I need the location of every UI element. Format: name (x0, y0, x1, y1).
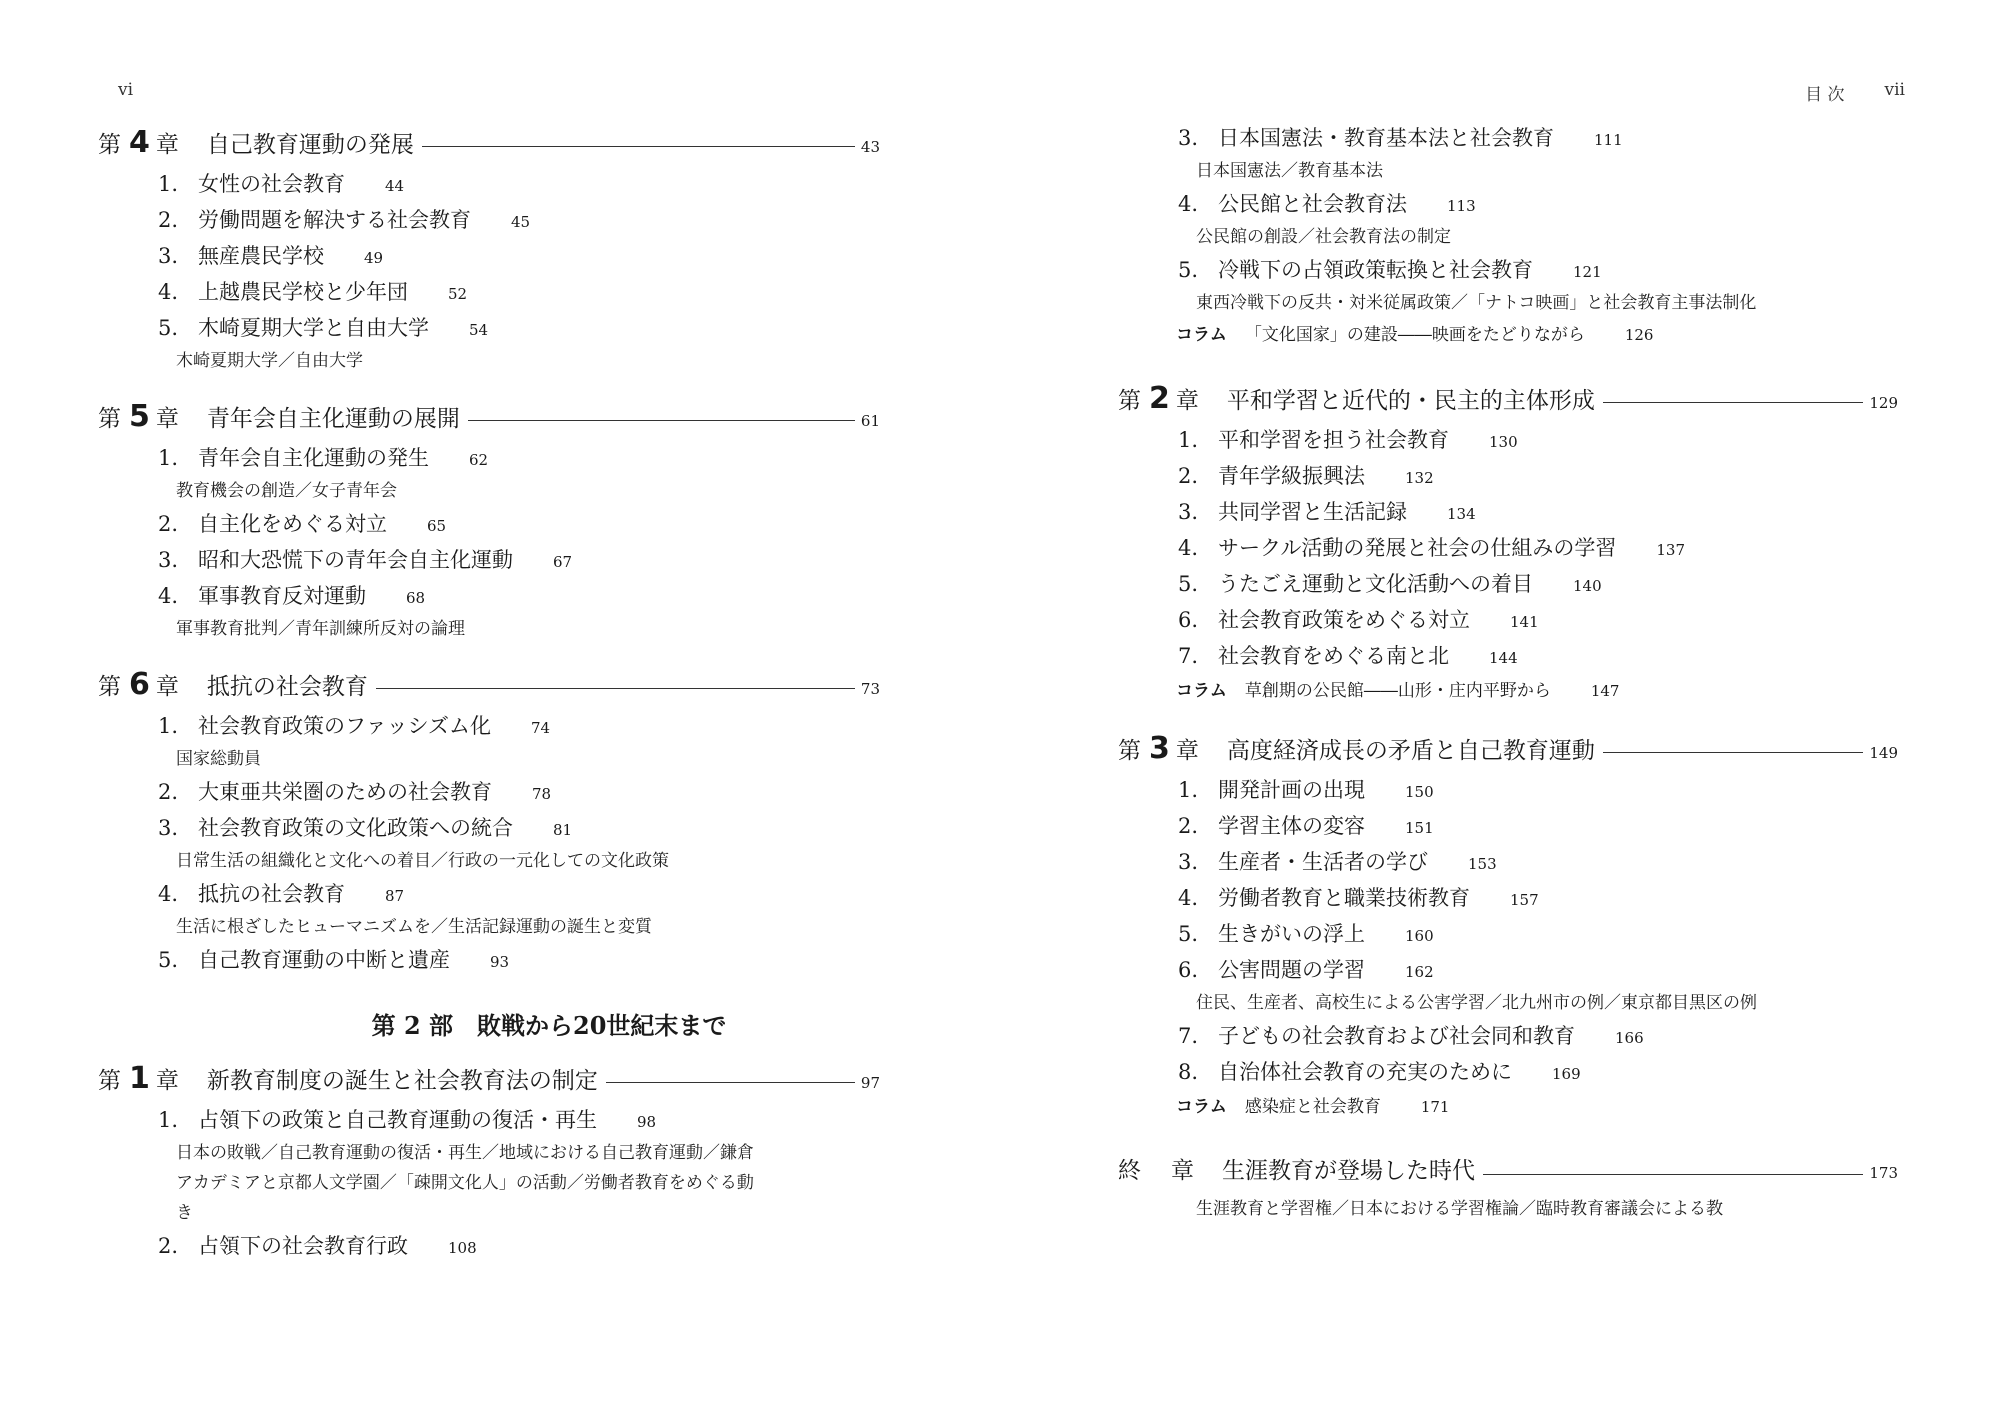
subsection-list: 国家総動員 (176, 749, 261, 769)
chapter-page: 173 (1869, 1164, 1898, 1182)
section-number: 3. (158, 548, 179, 572)
section-page: 121 (1573, 263, 1602, 281)
chapter-heading[interactable] (98, 120, 880, 166)
section-number: 1. (1178, 428, 1199, 452)
chapter-heading[interactable] (98, 394, 880, 440)
section-number: 4. (1178, 536, 1199, 560)
chapter-suffix: 章 (155, 674, 179, 700)
section-entry[interactable] (98, 1102, 880, 1138)
section-title: 生産者・生活者の学び (1218, 850, 1428, 874)
section-entry[interactable] (1118, 602, 1898, 638)
leader-line (606, 1081, 855, 1083)
column-title: 「文化国家」の建設――映画をたどりながら (1244, 325, 1585, 345)
section-number: 3. (158, 816, 179, 840)
chapter-title: 抵抗の社会教育 (206, 674, 368, 700)
section-entry[interactable] (1118, 916, 1898, 952)
section-number: 3. (158, 244, 179, 268)
section-number: 1. (158, 1108, 179, 1132)
section-number: 4. (158, 584, 179, 608)
chapter-suffix: 章 (1175, 388, 1199, 414)
section-page: 78 (532, 785, 552, 803)
subsection-list: 日本国憲法／教育基本法 (1196, 161, 1383, 181)
section-entry[interactable] (98, 1228, 880, 1264)
column-page: 147 (1590, 682, 1620, 700)
section-page: 74 (530, 719, 551, 737)
section-title: うたごえ運動と文化活動への着目 (1218, 572, 1533, 596)
section-number: 5. (158, 316, 179, 340)
section-page: 134 (1447, 505, 1476, 523)
section-entry[interactable] (98, 708, 880, 744)
chapter-prefix: 第 (98, 674, 121, 700)
section-title: 労働者教育と職業技術教育 (1218, 886, 1470, 910)
section-number: 2. (158, 512, 179, 536)
section-title: 占領下の政策と自己教育運動の復活・再生 (198, 1108, 597, 1132)
chapter-page: 149 (1869, 744, 1898, 762)
section-title: 社会教育政策の文化政策への統合 (198, 816, 513, 840)
section-number: 5. (1178, 572, 1199, 596)
leader-line (1483, 1173, 1863, 1175)
section-title: 自主化をめぐる対立 (198, 512, 387, 536)
leader-line (1603, 751, 1863, 753)
section-number: 4. (1178, 192, 1199, 216)
section-number: 7. (1178, 1024, 1199, 1048)
section-entry[interactable] (98, 310, 880, 346)
section-page: 98 (637, 1113, 657, 1131)
section-entry[interactable] (98, 542, 880, 578)
subsection-list: 住民、生産者、高校生による公害学習／北九州市の例／東京都目黒区の例 (1196, 993, 1757, 1013)
chapter-prefix: 第 (98, 132, 121, 158)
section-number: 6. (1178, 608, 1199, 632)
section-page: 65 (427, 517, 447, 535)
section-entry[interactable] (98, 202, 880, 238)
chapter-number: 3 (1149, 731, 1170, 766)
section-title: 平和学習を担う社会教育 (1218, 428, 1449, 452)
section-number: 4. (158, 280, 179, 304)
section-title: 社会教育をめぐる南と北 (1218, 644, 1449, 668)
section-entry[interactable] (1118, 808, 1898, 844)
subsection-list: 公民館の創設／社会教育法の制定 (1196, 227, 1451, 247)
section-entry[interactable] (98, 578, 880, 614)
section-title: 女性の社会教育 (198, 172, 345, 196)
section-entry[interactable] (1118, 638, 1898, 674)
section-title: 公民館と社会教育法 (1218, 192, 1407, 216)
chapter-prefix: 終 (1118, 1158, 1141, 1184)
section-entry[interactable] (1118, 566, 1898, 602)
section-number: 1. (1178, 778, 1199, 802)
section-entry[interactable] (1118, 1054, 1898, 1090)
section-entry[interactable] (1118, 1018, 1898, 1054)
subsection-list: 生活に根ざしたヒューマニズムを／生活記録運動の誕生と変質 (176, 917, 652, 937)
chapter-heading[interactable] (98, 662, 880, 708)
chapter-page: 97 (860, 1074, 880, 1092)
section-page: 52 (448, 285, 468, 303)
section-title: 軍事教育反対運動 (198, 584, 366, 608)
section-entry[interactable] (1118, 494, 1898, 530)
section-title: 冷戦下の占領政策転換と社会教育 (1218, 258, 1533, 282)
section-number: 8. (1178, 1060, 1199, 1084)
chapter-suffix: 章 (155, 406, 179, 432)
left-toc (98, 120, 880, 1264)
chapter-title: 平和学習と近代的・民主的主体形成 (1226, 388, 1595, 414)
section-entry[interactable] (1118, 120, 1898, 156)
subsection-list: 木崎夏期大学／自由大学 (176, 351, 363, 371)
section-page: 87 (385, 887, 405, 905)
column-entry[interactable] (1118, 1090, 1898, 1124)
subsection-list: 軍事教育批判／青年訓練所反対の論理 (176, 619, 465, 639)
section-number: 3. (1178, 500, 1199, 524)
section-title: 青年会自主化運動の発生 (198, 446, 429, 470)
column-page: 126 (1624, 326, 1654, 344)
section-page: 144 (1489, 649, 1518, 667)
right-page (1000, 0, 2000, 1406)
section-number: 2. (158, 208, 179, 232)
column-title: 草創期の公民館――山形・庄内平野から (1244, 681, 1551, 701)
section-entry[interactable] (1118, 952, 1898, 988)
section-number: 6. (1178, 958, 1199, 982)
right-toc (1118, 120, 1898, 1224)
chapter-page: 129 (1869, 394, 1898, 412)
section-page: 49 (364, 249, 384, 267)
column-page: 171 (1420, 1098, 1450, 1116)
chapter-heading[interactable] (1118, 376, 1898, 422)
section-title: 無産農民学校 (198, 244, 324, 268)
section-page: 111 (1594, 131, 1623, 149)
part-heading: 第 2 部 敗戦から20世紀末まで (371, 1011, 727, 1040)
section-page: 54 (469, 321, 489, 339)
subsection-list: 日本の敗戦／自己教育運動の復活・再生／地域における自己教育運動／鎌倉アカデミアと京都人文学園／「疎開文化人」の活動／労働者教育をめぐる動き (176, 1143, 754, 1223)
chapter-title: 自己教育運動の発展 (206, 132, 414, 158)
section-entry[interactable] (98, 774, 880, 810)
section-title: 社会教育政策のファッシズム化 (198, 714, 491, 738)
section-page: 45 (511, 213, 531, 231)
section-title: サークル活動の発展と社会の仕組みの学習 (1218, 536, 1617, 560)
section-number: 2. (1178, 814, 1199, 838)
section-title: 子どもの社会教育および社会同和教育 (1218, 1024, 1575, 1048)
section-number: 2. (158, 780, 179, 804)
chapter-title: 高度経済成長の矛盾と自己教育運動 (1226, 738, 1595, 764)
section-title: 生きがいの浮上 (1218, 922, 1365, 946)
chapter-title: 青年会自主化運動の展開 (206, 406, 460, 432)
column-title: 感染症と社会教育 (1244, 1097, 1381, 1117)
section-number: 4. (1178, 886, 1199, 910)
chapter-heading[interactable] (98, 1056, 880, 1102)
section-page: 93 (490, 953, 510, 971)
section-page: 166 (1615, 1029, 1644, 1047)
section-page: 81 (553, 821, 573, 839)
section-title: 社会教育政策をめぐる対立 (1218, 608, 1470, 632)
section-title: 公害問題の学習 (1218, 958, 1365, 982)
section-entry[interactable] (1118, 880, 1898, 916)
subsection-list: 教育機会の創造／女子青年会 (176, 481, 397, 501)
chapter-prefix: 第 (98, 1068, 121, 1094)
subsection-list: 生涯教育と学習権／日本における学習権論／臨時教育審議会による教 (1196, 1199, 1723, 1219)
section-page: 130 (1489, 433, 1518, 451)
section-title: 日本国憲法・教育基本法と社会教育 (1218, 126, 1554, 150)
section-title: 開発計画の出現 (1218, 778, 1365, 802)
column-entry[interactable] (1118, 318, 1898, 352)
section-entry[interactable] (1118, 252, 1898, 288)
section-entry[interactable] (98, 166, 880, 202)
subsection-list: 東西冷戦下の反共・対米従属政策／「ナトコ映画」と社会教育主事法制化 (1196, 293, 1757, 313)
section-entry[interactable] (1118, 458, 1898, 494)
chapter-title: 生涯教育が登場した時代 (1222, 1158, 1475, 1184)
section-page: 151 (1405, 819, 1434, 837)
section-title: 木崎夏期大学と自由大学 (198, 316, 429, 340)
section-number: 1. (158, 714, 179, 738)
section-page: 62 (469, 451, 489, 469)
column-label: コラム (1176, 325, 1227, 345)
section-title: 昭和大恐慌下の青年会自主化運動 (198, 548, 513, 572)
section-number: 1. (158, 446, 179, 470)
section-page: 137 (1656, 541, 1686, 559)
chapter-title: 新教育制度の誕生と社会教育法の制定 (206, 1068, 598, 1094)
section-page: 67 (553, 553, 573, 571)
column-label: コラム (1176, 681, 1227, 701)
chapter-suffix: 章 (155, 1068, 179, 1094)
section-number: 3. (1178, 850, 1199, 874)
chapter-page: 73 (860, 680, 880, 698)
section-page: 132 (1405, 469, 1434, 487)
section-page: 157 (1510, 891, 1539, 909)
section-page: 169 (1552, 1065, 1581, 1083)
chapter-suffix: 章 (1175, 738, 1199, 764)
chapter-prefix: 第 (1118, 388, 1141, 414)
chapter-page: 43 (860, 138, 880, 156)
section-entry[interactable] (1118, 186, 1898, 222)
section-page: 160 (1405, 927, 1434, 945)
running-head-page-number: vi (118, 80, 134, 100)
column-label: コラム (1176, 1097, 1227, 1117)
section-entry[interactable] (98, 876, 880, 912)
running-head-page-number: vii (1884, 80, 1905, 100)
chapter-prefix: 第 (1118, 738, 1141, 764)
section-number: 4. (158, 882, 179, 906)
section-number: 5. (158, 948, 179, 972)
chapter-number: 2 (1149, 381, 1170, 416)
section-entry[interactable] (1118, 772, 1898, 808)
section-title: 青年学級振興法 (1218, 464, 1365, 488)
section-entry[interactable] (98, 440, 880, 476)
section-page: 153 (1468, 855, 1497, 873)
section-page: 108 (448, 1239, 477, 1257)
subsection-list: 日常生活の組織化と文化への着目／行政の一元化しての文化政策 (176, 851, 669, 871)
section-page: 68 (406, 589, 426, 607)
running-head (1805, 80, 1905, 105)
chapter-prefix: 第 (98, 406, 121, 432)
running-head-title: 目 次 (1805, 85, 1845, 105)
section-number: 1. (158, 172, 179, 196)
chapter-number: 4 (129, 125, 150, 160)
section-page: 140 (1573, 577, 1602, 595)
section-number: 2. (158, 1234, 179, 1258)
section-title: 占領下の社会教育行政 (198, 1234, 408, 1258)
section-title: 学習主体の変容 (1218, 814, 1365, 838)
section-number: 5. (1178, 258, 1199, 282)
section-page: 44 (385, 177, 405, 195)
section-title: 大東亜共栄圏のための社会教育 (198, 780, 492, 804)
chapter-heading[interactable] (1118, 1148, 1898, 1194)
section-title: 上越農民学校と少年団 (198, 280, 408, 304)
section-page: 141 (1510, 613, 1539, 631)
section-entry[interactable] (1118, 844, 1898, 880)
chapter-suffix: 章 (1171, 1158, 1194, 1184)
chapter-heading[interactable] (1118, 726, 1898, 772)
section-entry[interactable] (98, 810, 880, 846)
leader-line (376, 687, 855, 689)
leader-line (422, 145, 855, 147)
leader-line (468, 419, 855, 421)
section-entry[interactable] (98, 274, 880, 310)
section-title: 自治体社会教育の充実のために (1218, 1060, 1512, 1084)
section-entry[interactable] (98, 506, 880, 542)
column-entry[interactable] (1118, 674, 1898, 708)
section-number: 2. (1178, 464, 1199, 488)
chapter-number: 6 (129, 667, 150, 702)
section-page: 113 (1447, 197, 1476, 215)
chapter-page: 61 (860, 412, 880, 430)
section-entry[interactable] (98, 942, 880, 978)
leader-line (1603, 401, 1863, 403)
section-number: 5. (1178, 922, 1199, 946)
section-entry[interactable] (98, 238, 880, 274)
section-entry[interactable] (1118, 422, 1898, 458)
section-page: 162 (1405, 963, 1434, 981)
section-title: 労働問題を解決する社会教育 (198, 208, 471, 232)
chapter-number: 1 (129, 1061, 150, 1096)
section-entry[interactable] (1118, 530, 1898, 566)
section-title: 自己教育運動の中断と遺産 (198, 948, 450, 972)
chapter-number: 5 (129, 399, 150, 434)
section-title: 共同学習と生活記録 (1218, 500, 1407, 524)
section-page: 150 (1405, 783, 1434, 801)
chapter-suffix: 章 (155, 132, 179, 158)
section-number: 7. (1178, 644, 1199, 668)
section-title: 抵抗の社会教育 (198, 882, 345, 906)
section-number: 3. (1178, 126, 1199, 150)
